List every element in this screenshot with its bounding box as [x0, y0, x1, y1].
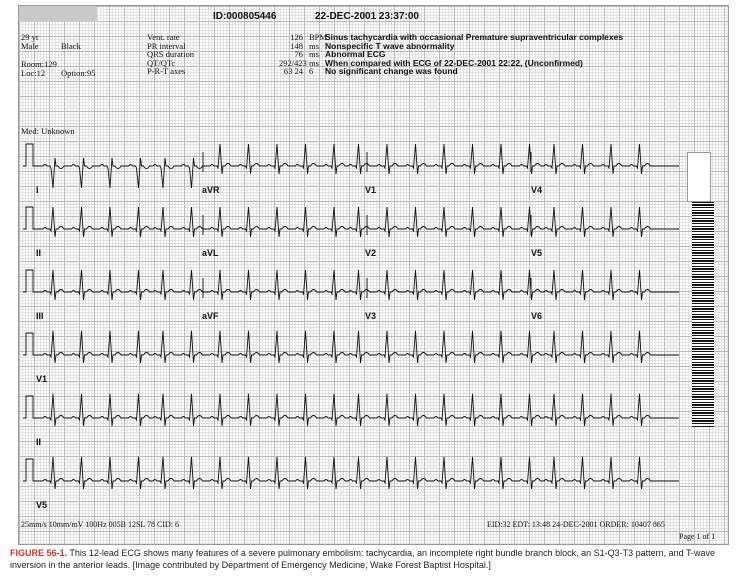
figure-text: This 12-lead ECG shows many features of a severe pulmonary embolism: tachycardia, an incomplete right bundle branch block, an S1-Q3-T3 pattern, and T-wave inversion in the anterior leads. [Image contributed by Department of Emergency Medicine, Wake Forest Baptist Hospital.] — [10, 548, 716, 570]
ecg-trace-line — [23, 331, 679, 363]
footer-settings: 25mm/s 10mm/mV 100Hz 005B 12SL 78 CID: 6 — [21, 520, 180, 529]
interpretation-line: Sinus tachycardia with occasional Premature supraventricular complexes — [325, 32, 624, 42]
lead-label: II — [36, 437, 42, 447]
barcode — [692, 202, 714, 427]
measurement-row: P-R-T axes 63 24 6 — [147, 66, 314, 77]
lead-label: aVF — [202, 311, 219, 321]
interpretation-line: Nonspecific T wave abnormality — [325, 40, 455, 51]
lead-label: V4 — [531, 185, 543, 195]
lead-label: V5 — [36, 500, 48, 510]
patient-option: Option:95 — [61, 68, 96, 78]
ecg-trace-line — [23, 207, 679, 237]
ecg-id: ID:000805446 — [213, 11, 277, 22]
measurement-row: PR interval 148 ms — [147, 40, 319, 51]
ecg-sheet — [18, 5, 729, 545]
ecg-traces — [19, 6, 728, 544]
measurement-row: QT/QTc 292/423 ms — [147, 57, 319, 68]
lead-label: II — [36, 248, 42, 258]
strip-box — [687, 152, 711, 202]
figure-label: FIGURE 56-1. — [10, 548, 68, 558]
lead-label: V3 — [365, 311, 377, 321]
lead-label: V2 — [365, 248, 377, 258]
lead-label: aVR — [202, 185, 220, 195]
interpretation-line: When compared with ECG of 22-DEC-2001 22:22, (Unconfirmed) — [325, 57, 583, 68]
lead-label: V5 — [531, 248, 543, 258]
lead-label: aVL — [202, 248, 219, 258]
figure-caption — [10, 547, 736, 571]
lead-label: V6 — [531, 311, 543, 321]
footer-order: EID:32 EDT: 13:48 24-DEC-2001 ORDER: 10407 865 — [487, 520, 665, 529]
measurement-row: QRS duration 76 ms — [147, 49, 319, 60]
patient-age: 29 yr — [21, 32, 39, 42]
lead-label: III — [36, 311, 44, 321]
lead-label: I — [36, 185, 39, 195]
med-label: Med: Unknown — [21, 126, 75, 136]
lead-label: V1 — [365, 185, 377, 195]
patient-loc: Loc:12 — [21, 68, 46, 78]
patient-sex: Male — [21, 41, 39, 51]
patient-race: Black — [61, 41, 81, 51]
footer-page: Page 1 of 1 — [679, 532, 716, 541]
ecg-trace-line — [23, 394, 679, 426]
ecg-trace-line — [23, 144, 679, 188]
ecg-trace-line — [23, 270, 679, 300]
measurement-row: Vent. rate 126 BPM — [147, 32, 327, 42]
ecg-trace-line — [23, 457, 679, 489]
interpretation-line: No significant change was found — [325, 66, 458, 77]
ecg-datetime: 22-DEC-2001 23:37:00 — [315, 11, 419, 22]
patient-room: Room:129 — [21, 59, 57, 69]
interpretation-line: Abnormal ECG — [325, 49, 386, 60]
lead-label: V1 — [36, 374, 48, 384]
